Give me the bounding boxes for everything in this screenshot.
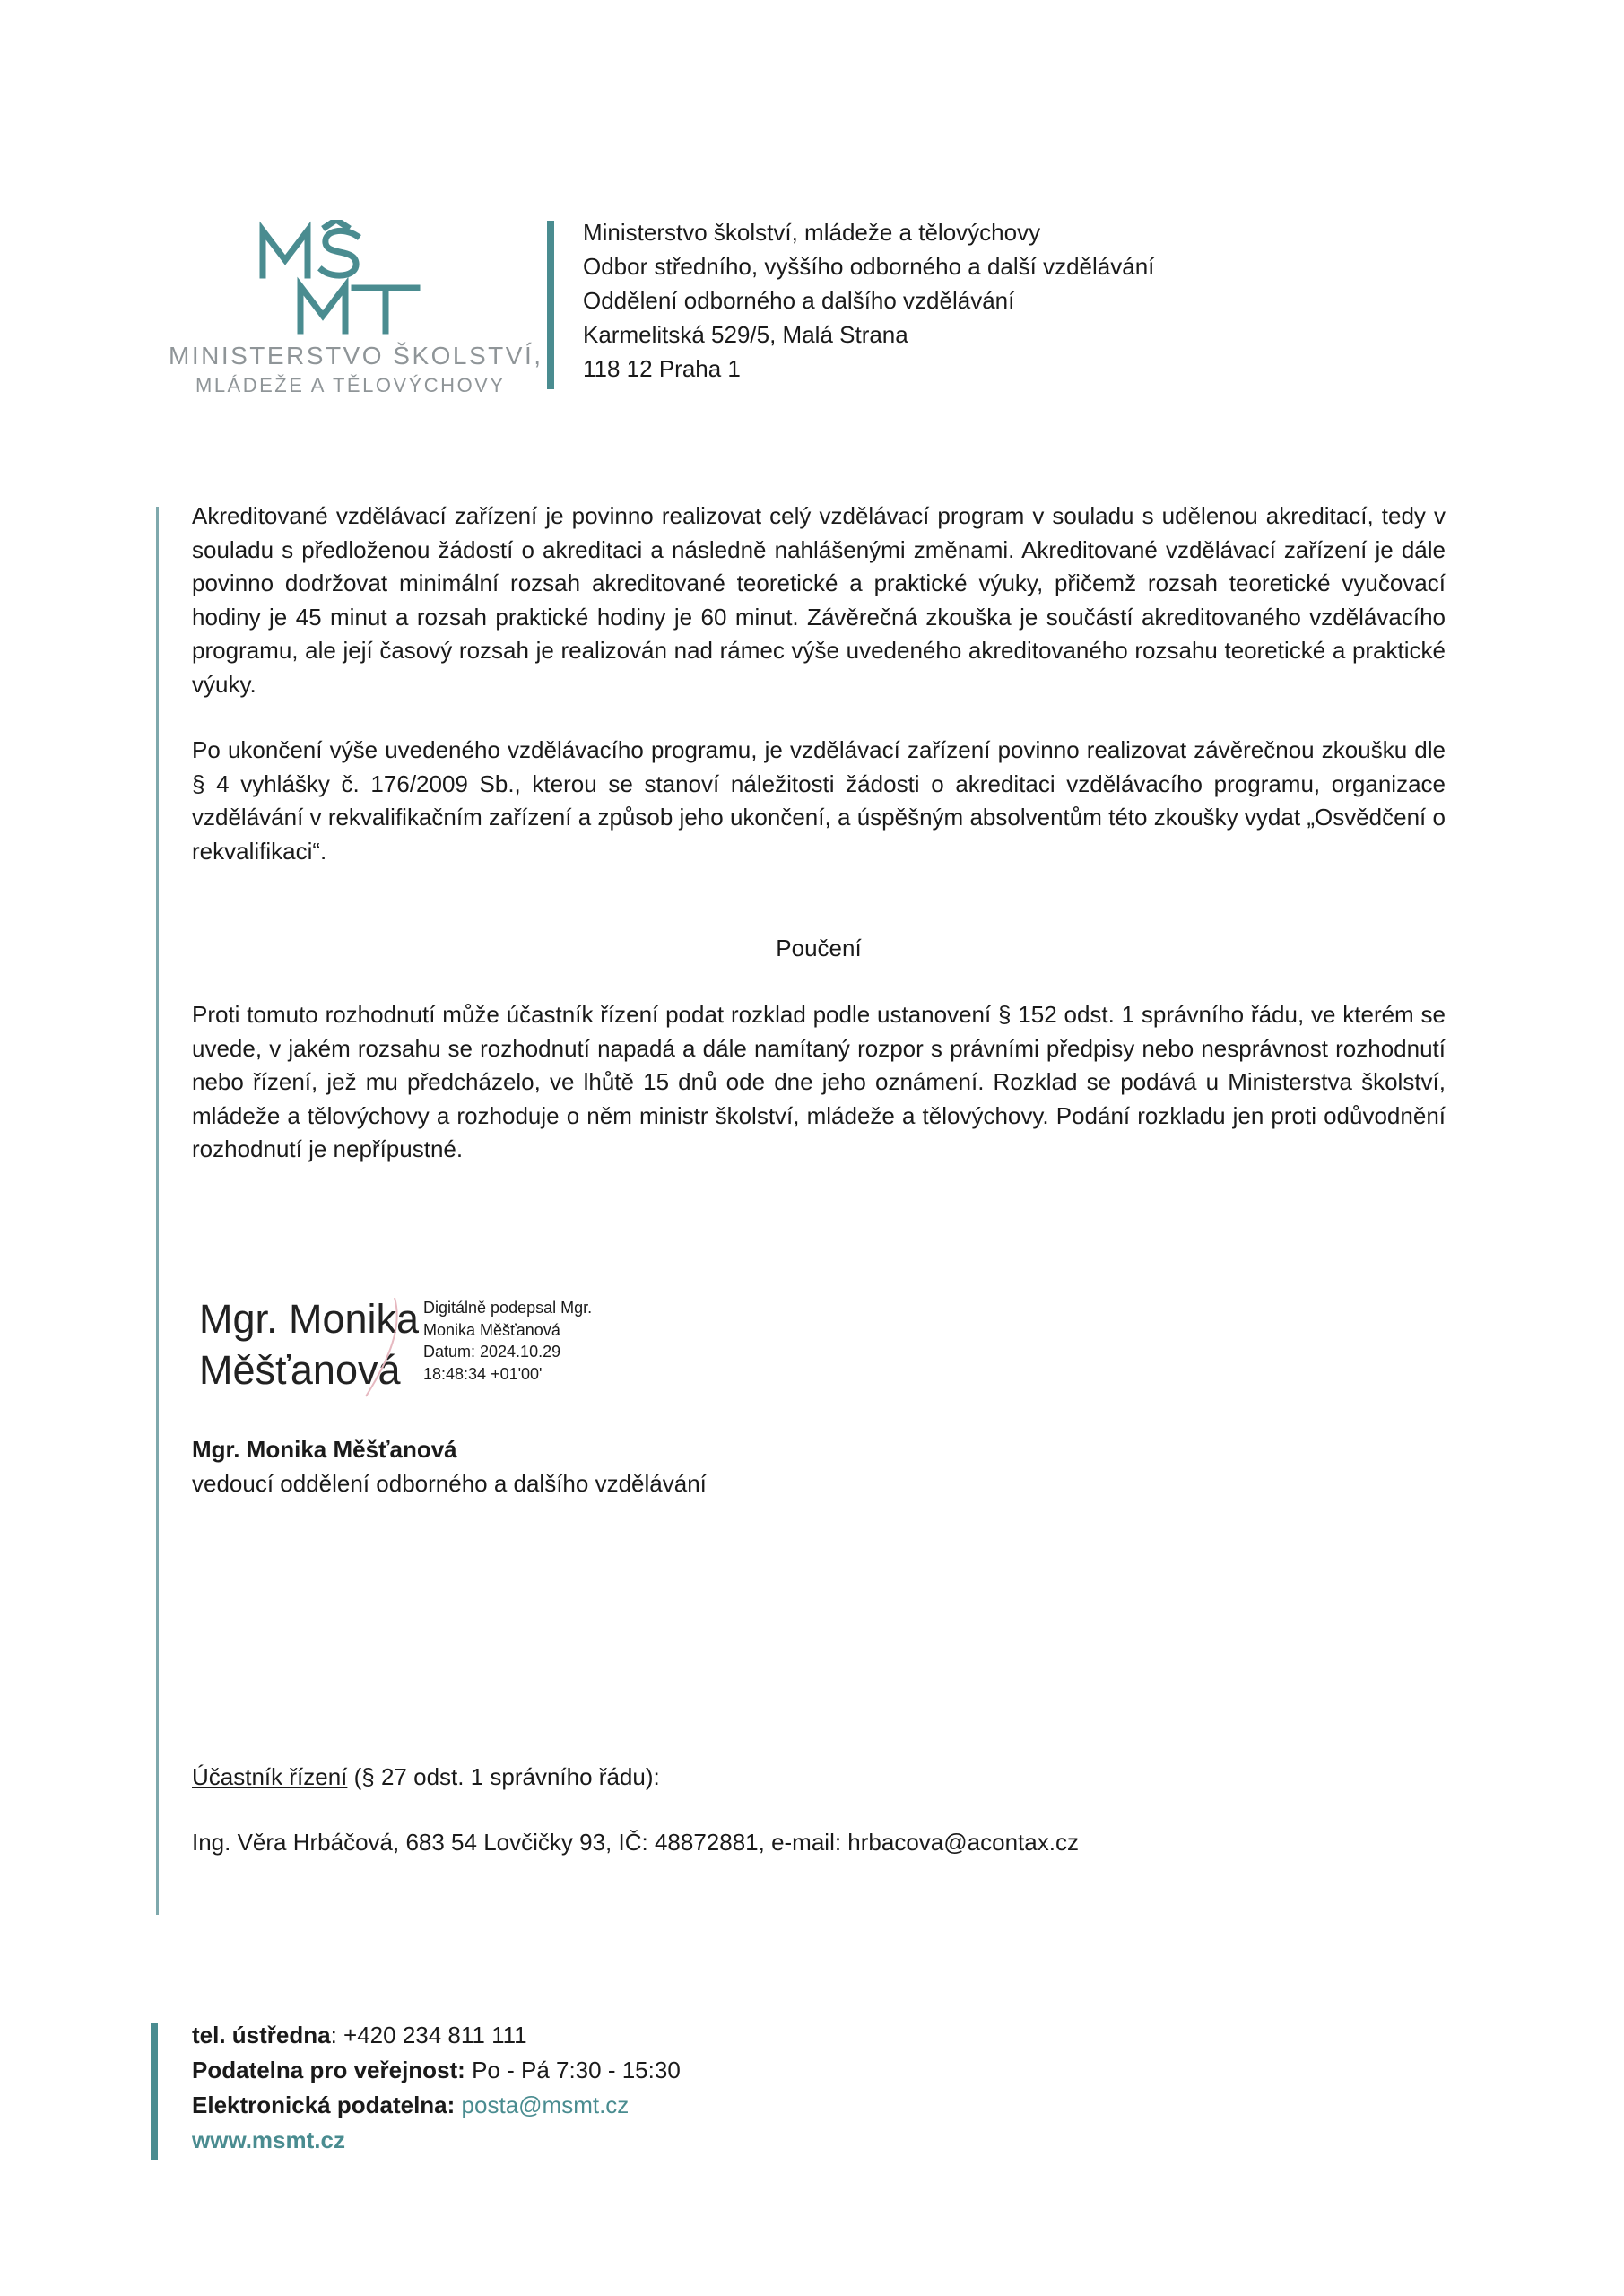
footer-phone-label: tel. ústředna [192, 2022, 331, 2048]
paragraph-appeal: Proti tomuto rozhodnutí může účastník řízení podat rozklad podle ustanovení § 152 odst. 1 správního řádu, ve kterém se uvede, v jakém rozsahu se rozhodnutí napadá a dále namítaný rozpor s právními předpisy nebo nesprávnost rozhodnutí nebo řízení, jež mu předcházelo, ve lhůtě 15 dnů ode dne jeho oznámení. Rozklad se podává u Ministerstva školství, mládeže a tělovýchovy a rozhoduje o něm ministr školství, mládeže a tělovýchovy. Podání rozkladu jen proti odůvodnění rozhodnutí je nepřípustné. [192, 1001, 1446, 1162]
header-line: 118 12 Praha 1 [583, 355, 741, 382]
footer-email-label: Elektronická podatelna: [192, 2092, 456, 2118]
signer-name: Mgr. Monika Měšťanová [192, 1436, 457, 1463]
signer-role: vedoucí oddělení odborného a dalšího vzdělávání [192, 1470, 707, 1497]
header-line: Odbor středního, vyššího odborného a další vzdělávání [583, 253, 1155, 280]
signature-name-line1: Mgr. Monika [199, 1296, 420, 1342]
heading-instruction: Poučení [776, 935, 862, 961]
signature-name-line2: Měšťanová [199, 1347, 401, 1393]
footer-office [192, 2053, 681, 2088]
body-margin-bar [156, 507, 159, 1915]
footer-email [192, 2088, 681, 2123]
header-line: Ministerstvo školství, mládeže a tělovýchovy [583, 219, 1041, 246]
header-address [583, 215, 1154, 386]
participant-heading [192, 1760, 660, 1794]
signature-info-line: Datum: 2024.10.29 [423, 1343, 561, 1361]
header-accent-bar [547, 221, 554, 389]
footer-email-link[interactable]: posta@msmt.cz [461, 2092, 630, 2118]
footer-office-label: Podatelna pro veřejnost: [192, 2057, 465, 2083]
signer-block [192, 1432, 707, 1500]
footer-web-link[interactable]: www.msmt.cz [192, 2126, 345, 2153]
msmt-logo [169, 220, 543, 399]
footer-phone [192, 2018, 681, 2053]
footer-contacts [192, 2018, 681, 2158]
signature-info-line: 18:48:34 +01'00' [423, 1364, 543, 1383]
signature-info-line: Digitálně podepsal Mgr. [423, 1299, 593, 1317]
header-line: Karmelitská 529/5, Malá Strana [583, 321, 908, 348]
paragraph-accreditation: Akreditované vzdělávací zařízení je povinno realizovat celý vzdělávací program v souladu s udělenou akreditací, tedy v souladu s předloženou žádostí o akreditaci a následně nahlášenými změnami. Akreditované vzdělávací zařízení je dále povinno dodržovat minimální rozsah akreditované teoretické a praktické výuky, přičemž rozsah teoretické vyučovací hodiny je 45 minut a rozsah praktické hodiny je 60 minut. Závěrečná zkouška je součástí akreditovaného vzdělávacího programu, ale její časový rozsah je realizován nad rámec výše uvedeného akreditovaného rozsahu teoretické a praktické výuky. [192, 502, 1446, 698]
participant-details: Ing. Věra Hrbáčová, 683 54 Lovčičky 93, IČ: 48872881, e-mail: hrbacova@acontax.cz [192, 1829, 1079, 1856]
footer-accent-bar [151, 2023, 158, 2160]
signature-flourish-icon [359, 1293, 413, 1401]
logo-text-line1: MINISTERSTVO ŠKOLSTVÍ, [169, 342, 543, 370]
footer-office-value: Po - Pá 7:30 - 15:30 [465, 2057, 681, 2083]
digital-signature [199, 1293, 647, 1401]
participant-label-suffix: (§ 27 odst. 1 správního řádu): [347, 1763, 660, 1790]
participant-label: Účastník řízení [192, 1763, 348, 1790]
paragraph-final-exam: Po ukončení výše uvedeného vzdělávacího programu, je vzdělávací zařízení povinno realizovat závěrečnou zkoušku dle § 4 vyhlášky č. 176/2009 Sb., kterou se stanoví náležitosti žádosti o akreditaci vzdělávacího programu, organizace vzdělávání v rekvalifikačním zařízení a způsob jeho ukončení, a úspěšným absolventům této zkoušky vydat „Osvědčení o rekvalifikaci“. [192, 736, 1446, 865]
logo-text-line2: MLÁDEŽE A TĚLOVÝCHOVY [195, 374, 506, 396]
msmt-logo-mark-icon [254, 220, 433, 336]
header-line: Oddělení odborného a dalšího vzdělávání [583, 287, 1015, 314]
signature-info-line: Monika Měšťanová [423, 1320, 560, 1339]
signature-info [423, 1297, 592, 1385]
footer-phone-value: : +420 234 811 111 [330, 2022, 527, 2048]
